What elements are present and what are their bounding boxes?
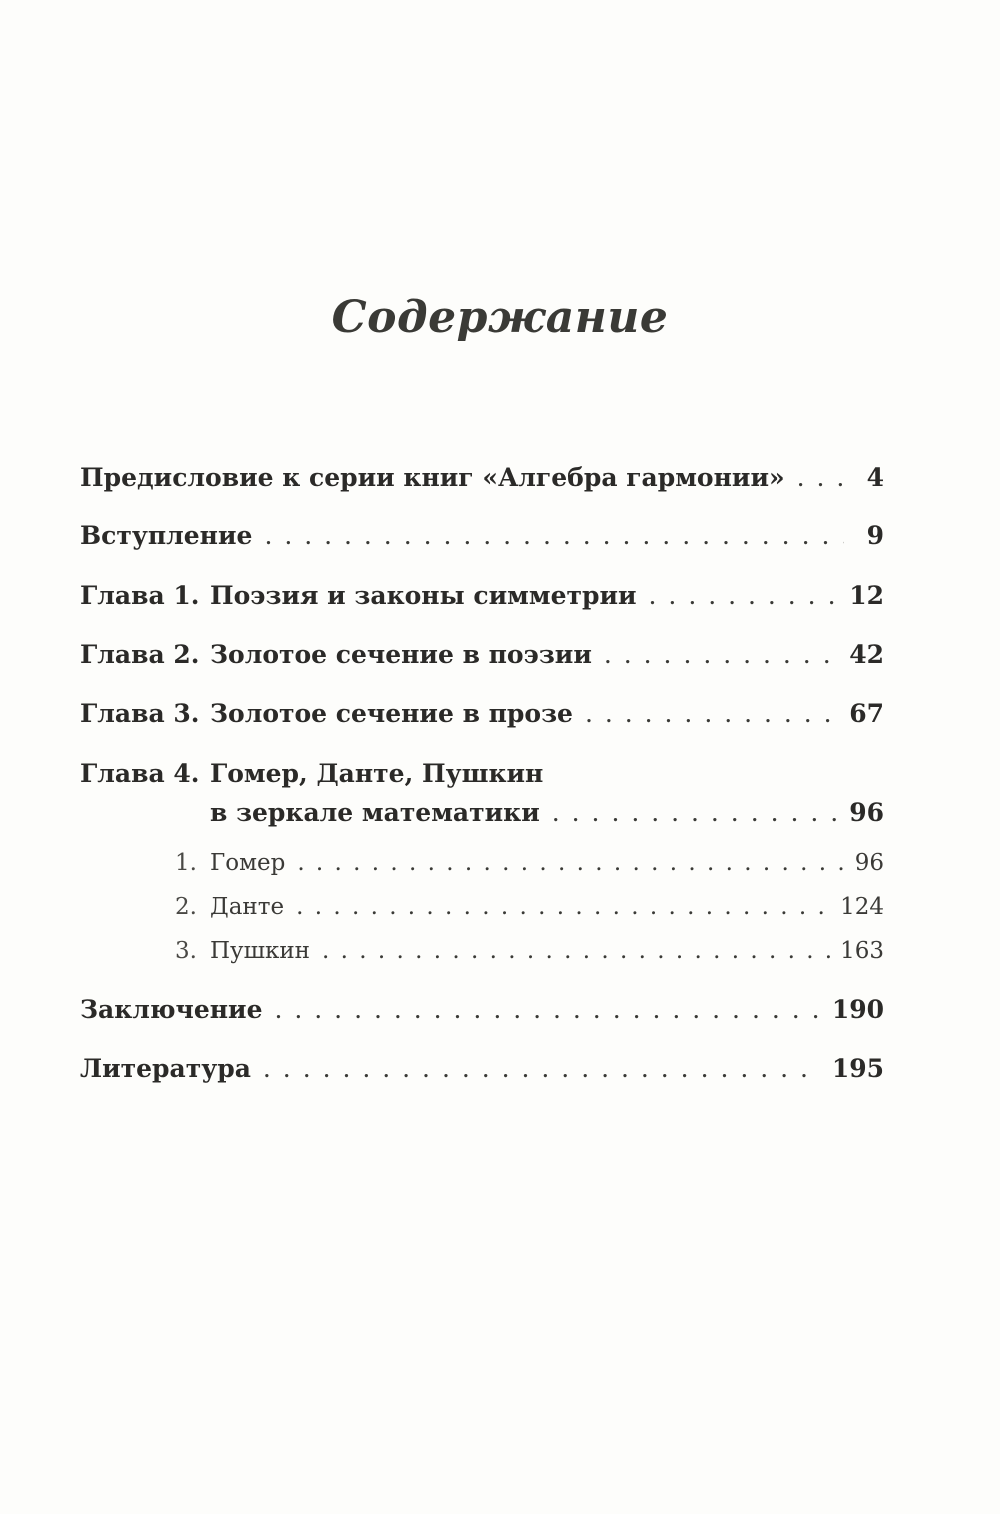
- toc-entry-label: Предисловие к серии книг «Алгебра гармонии»: [80, 463, 785, 492]
- toc-entry-chapter-1[interactable]: [80, 579, 884, 613]
- dot-leader: [604, 638, 839, 672]
- toc-entry-page: 96: [854, 850, 884, 876]
- toc-entry-chapter-4-line1[interactable]: [80, 757, 543, 791]
- toc-subentry-dante[interactable]: [175, 891, 884, 923]
- chapter-title-cont: в зеркале математики: [210, 798, 540, 827]
- subsection-title: Данте: [210, 894, 285, 920]
- toc-entry-page: 96: [849, 798, 884, 827]
- toc-entry-literature[interactable]: [80, 1052, 884, 1086]
- dot-leader: [296, 891, 830, 923]
- toc-entry-label: [80, 638, 592, 672]
- toc-entry-label: [175, 847, 285, 879]
- chapter-number: Глава 3.: [80, 699, 200, 728]
- toc-entry-page: 195: [831, 1054, 884, 1083]
- toc-entry-label: [80, 697, 573, 731]
- subsection-number: 3.: [175, 938, 197, 964]
- subsection-title: Пушкин: [210, 938, 311, 964]
- page-title: Содержание: [331, 292, 669, 343]
- toc-entry-label: [80, 579, 637, 613]
- toc-subentry-homer[interactable]: [175, 847, 884, 879]
- toc-entry-page: 67: [849, 699, 884, 728]
- toc-entry-label: [175, 891, 284, 923]
- toc-entry-label: [175, 935, 310, 967]
- toc-entry-chapter-3[interactable]: [80, 697, 884, 731]
- dot-leader: [263, 1052, 822, 1086]
- toc-entry-page: 190: [831, 995, 884, 1024]
- toc-entry-label: [80, 796, 540, 830]
- chapter-number: Глава 2.: [80, 640, 200, 669]
- dot-leader: [275, 993, 822, 1027]
- toc-entry-page: 4: [866, 463, 884, 492]
- toc-entry-chapter-2[interactable]: [80, 638, 884, 672]
- dot-leader: [322, 935, 830, 967]
- dot-leader: [552, 796, 839, 830]
- toc-entry-page: 12: [849, 581, 884, 610]
- subsection-number: 2.: [175, 894, 197, 920]
- toc-entry-label: Литература: [80, 1054, 251, 1083]
- dot-leader: [297, 847, 844, 879]
- toc-entry-conclusion[interactable]: [80, 993, 884, 1027]
- toc-subentry-pushkin[interactable]: [175, 935, 884, 967]
- toc-entry-page: 42: [849, 640, 884, 669]
- toc-entry-introduction[interactable]: [80, 519, 884, 553]
- toc-entry-page: 163: [840, 938, 884, 964]
- chapter-number: Глава 1.: [80, 581, 200, 610]
- chapter-title: Золотое сечение в прозе: [210, 699, 573, 728]
- dot-leader: [649, 579, 840, 613]
- chapter-title: Поэзия и законы симметрии: [210, 581, 637, 610]
- chapter-title: Гомер, Данте, Пушкин: [210, 759, 544, 788]
- chapter-number: Глава 4.: [80, 759, 200, 788]
- subsection-number: 1.: [175, 850, 197, 876]
- toc-entry-preface[interactable]: [80, 461, 884, 495]
- toc-entry-page: 9: [866, 521, 884, 550]
- dot-leader: [264, 519, 844, 553]
- toc-entry-label: Заключение: [80, 995, 263, 1024]
- toc-entry-chapter-4[interactable]: [80, 796, 884, 830]
- chapter-title: Золотое сечение в поэзии: [210, 640, 592, 669]
- toc-entry-page: 124: [840, 894, 884, 920]
- toc-entry-label: Вступление: [80, 521, 253, 550]
- dot-leader: [585, 697, 839, 731]
- subsection-title: Гомер: [210, 850, 286, 876]
- dot-leader: [797, 461, 844, 495]
